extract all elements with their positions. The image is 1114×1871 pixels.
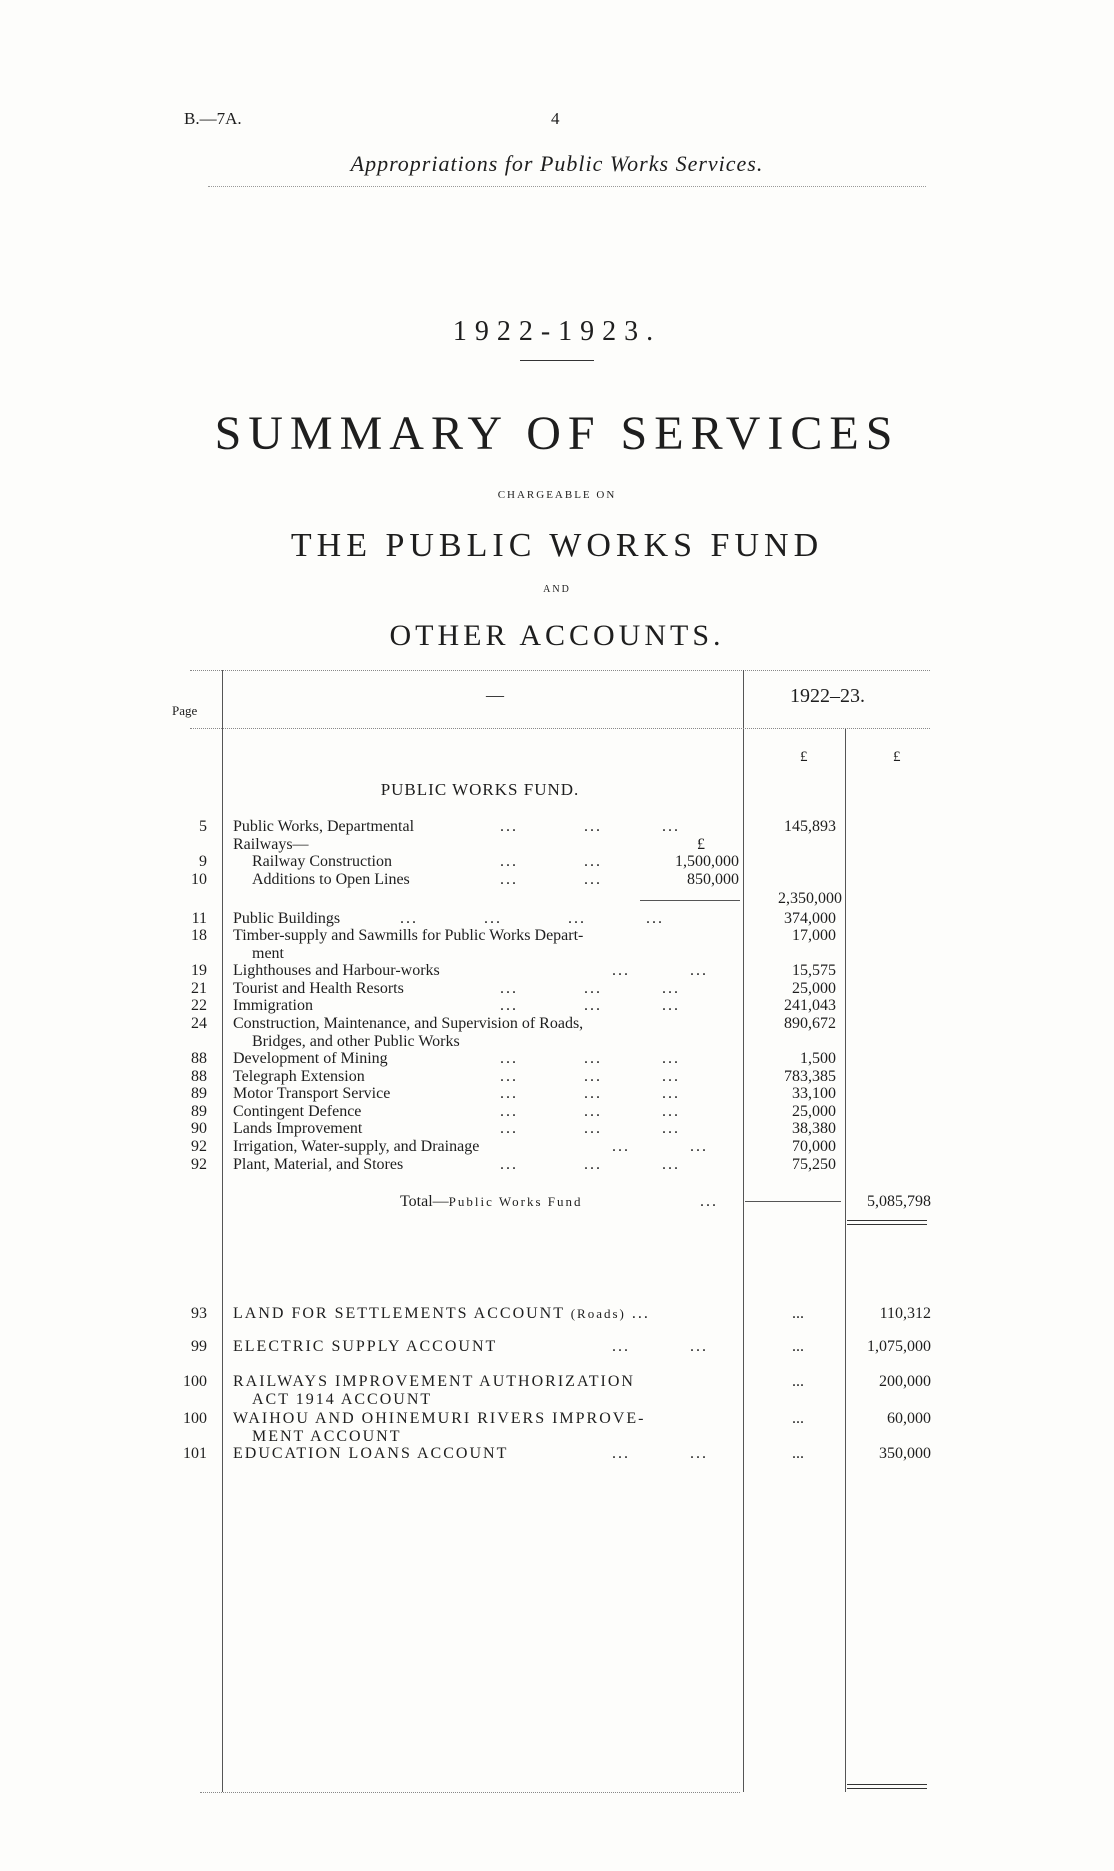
account-row-continued — [0, 1390, 1114, 1410]
row-amount: 60,000 — [887, 1410, 931, 1428]
header-description: — — [486, 685, 504, 706]
row-description: Motor Transport Service — [233, 1085, 391, 1103]
row-page: 24 — [191, 1014, 207, 1032]
fund-title: THE PUBLIC WORKS FUND — [290, 527, 824, 565]
row-page: 93 — [191, 1304, 207, 1322]
total-double-rule-a — [847, 1220, 927, 1221]
chargeable-on: CHARGEABLE ON — [497, 489, 617, 502]
row-description: Public Works, Departmental — [233, 818, 415, 836]
row-description: Tourist and Health Resorts — [233, 979, 404, 997]
row-page: 88 — [191, 1050, 207, 1068]
row-description: Development of Mining — [233, 1050, 388, 1068]
leader-dots: ... ... ... — [500, 979, 680, 997]
row-page: 11 — [191, 909, 207, 927]
row-amount: 783,385 — [784, 1067, 836, 1085]
row-description: EDUCATION LOANS ACCOUNT — [233, 1445, 509, 1463]
row-description: Public Buildings — [233, 909, 341, 927]
row-amount: 33,100 — [792, 1085, 836, 1103]
row-amount-placeholder: ... — [792, 1338, 804, 1356]
row-page: 88 — [191, 1067, 207, 1085]
row-amount: 241,043 — [784, 997, 836, 1015]
end-double-rule-b — [847, 1788, 927, 1789]
leader-dots: ... ... ... — [500, 1085, 680, 1103]
row-inner-amount: 1,500,000 — [675, 853, 739, 871]
row-description: Construction, Maintenance, and Supervision of Roads, — [233, 1014, 584, 1032]
row-amount-placeholder: ... — [792, 1373, 804, 1391]
account-row — [0, 1304, 1114, 1324]
row-inner-amount: 850,000 — [687, 870, 739, 888]
row-amount: 1,075,000 — [867, 1338, 931, 1356]
row-description: Lands Improvement — [233, 1120, 363, 1138]
leader-dots: ... ... ... — [500, 1102, 680, 1120]
main-title: SUMMARY OF SERVICES — [214, 406, 900, 460]
row-page: 19 — [191, 962, 207, 980]
and-word: AND — [543, 584, 571, 596]
row-description: Railways— — [233, 835, 309, 853]
row-description: Telegraph Extension — [233, 1067, 365, 1085]
row-page: 9 — [199, 853, 207, 871]
row-page: 5 — [199, 818, 207, 836]
total-label: Total—Public Works Fund — [400, 1193, 583, 1211]
row-page: 21 — [191, 979, 207, 997]
leader-dots: ... ... ... — [500, 818, 680, 836]
row-description: Plant, Material, and Stores — [233, 1155, 404, 1173]
leader-dots: ... ... ... — [500, 1155, 680, 1173]
leader-dots: ... ... — [612, 1338, 708, 1356]
title-years: 1922-1923. — [452, 316, 662, 348]
row-page: 89 — [191, 1085, 207, 1103]
row-page: 101 — [183, 1445, 207, 1463]
row-description-continued: MENT ACCOUNT — [252, 1427, 402, 1445]
page-number: 4 — [551, 108, 560, 128]
row-description-continued: Bridges, and other Public Works — [252, 1032, 460, 1050]
leader-dots: ... ... — [612, 962, 708, 980]
end-double-rule-a — [847, 1784, 927, 1785]
row-amount: 1,500 — [800, 1050, 836, 1068]
leader-dots: ... ... — [612, 1445, 708, 1463]
row-page: 100 — [183, 1410, 207, 1428]
row-page: 10 — [191, 870, 207, 888]
row-amount-placeholder: ... — [792, 1445, 804, 1463]
inner-pound-sign: £ — [697, 835, 705, 853]
section-heading: PUBLIC WORKS FUND. — [380, 780, 580, 800]
row-amount: 890,672 — [784, 1014, 836, 1032]
leader-dots: ... ... ... ... — [400, 909, 664, 927]
leader-dots: ... ... — [500, 870, 602, 888]
row-page: 92 — [191, 1137, 207, 1155]
header-year: 1922–23. — [790, 685, 865, 708]
railways-subtotal: 2,350,000 — [778, 890, 842, 908]
row-description: WAIHOU AND OHINEMURI RIVERS IMPROVE- — [233, 1410, 646, 1428]
total-row — [0, 1192, 1114, 1212]
row-page: 99 — [191, 1338, 207, 1356]
table-bottom-rule — [200, 1792, 740, 1793]
row-amount-placeholder: ... — [792, 1304, 804, 1322]
leader-dots: ... ... ... — [500, 1067, 680, 1085]
account-row — [0, 1444, 1114, 1464]
title-rule — [520, 360, 594, 361]
row-description: LAND FOR SETTLEMENTS ACCOUNT (Roads) ... — [233, 1304, 650, 1322]
row-amount: 145,893 — [784, 818, 836, 836]
document-reference: B.—7A. — [184, 108, 242, 128]
table-row — [0, 870, 1114, 890]
table-top-rule — [190, 670, 930, 671]
row-description: Railway Construction — [252, 853, 392, 871]
row-amount: 200,000 — [879, 1373, 931, 1391]
row-amount: 110,312 — [879, 1304, 931, 1322]
total-amount: 5,085,798 — [867, 1193, 931, 1211]
row-page: 89 — [191, 1102, 207, 1120]
row-page: 90 — [191, 1120, 207, 1138]
table-row — [0, 1155, 1114, 1175]
row-page: 92 — [191, 1155, 207, 1173]
row-amount: 17,000 — [792, 927, 836, 945]
row-page: 22 — [191, 997, 207, 1015]
leader-dots: ... ... — [500, 853, 602, 871]
row-description: ELECTRIC SUPPLY ACCOUNT — [233, 1338, 498, 1356]
row-description: Timber-supply and Sawmills for Public Works Depart- — [233, 927, 584, 945]
pound-sign: £ — [800, 748, 808, 765]
row-amount: 374,000 — [784, 909, 836, 927]
row-amount-placeholder: ... — [792, 1410, 804, 1428]
leader-dots: ... ... ... — [500, 997, 680, 1015]
header-rule — [208, 186, 926, 187]
account-row — [0, 1337, 1114, 1357]
row-description: Immigration — [233, 997, 313, 1015]
row-amount: 25,000 — [792, 979, 836, 997]
row-description: Additions to Open Lines — [252, 870, 410, 888]
row-description-continued: ACT 1914 ACCOUNT — [252, 1391, 433, 1408]
row-amount: 38,380 — [792, 1120, 836, 1138]
leader-dots: ... ... ... — [500, 1120, 680, 1138]
row-description: RAILWAYS IMPROVEMENT AUTHORIZATION — [233, 1373, 635, 1391]
row-page: 100 — [183, 1373, 207, 1391]
row-amount: 70,000 — [792, 1137, 836, 1155]
header-page: Page — [172, 702, 198, 718]
row-description: Irrigation, Water-supply, and Drainage — [233, 1137, 480, 1155]
row-page: 18 — [191, 927, 207, 945]
total-double-rule-b — [847, 1224, 927, 1225]
row-description-continued: ment — [252, 944, 284, 962]
row-description: Contingent Defence — [233, 1102, 362, 1120]
row-amount: 15,575 — [792, 962, 836, 980]
table-row — [0, 889, 1114, 909]
other-accounts-title: OTHER ACCOUNTS. — [389, 619, 725, 653]
leader-dots: ... ... ... — [500, 1050, 680, 1068]
header-bottom-rule — [190, 728, 930, 729]
pound-sign: £ — [893, 748, 901, 765]
leader-dots: ... — [700, 1193, 718, 1211]
leader-dots: ... ... — [612, 1137, 708, 1155]
row-description: Lighthouses and Harbour-works — [233, 962, 440, 980]
page-subtitle: Appropriations for Public Works Services. — [350, 151, 764, 177]
row-amount: 75,250 — [792, 1155, 836, 1173]
row-amount: 350,000 — [879, 1445, 931, 1463]
row-amount: 25,000 — [792, 1102, 836, 1120]
